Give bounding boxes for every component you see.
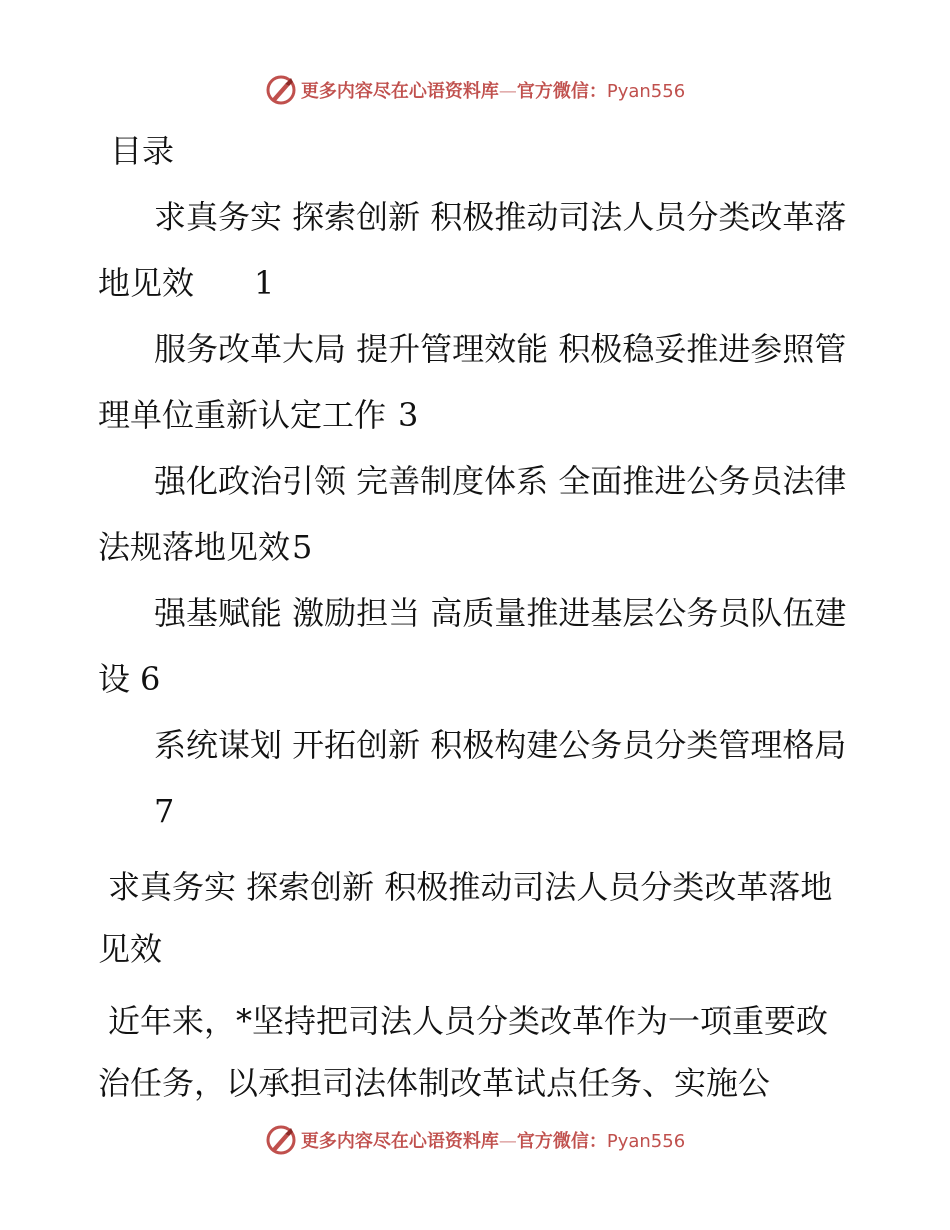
article-paragraph: 近年来，*坚持把司法人员分类改革作为一项重要政治任务，以承担司法体制改革试点任务、实施公 <box>98 1002 829 1102</box>
toc-entry-page: 3 <box>398 396 419 434</box>
toc-heading: 目录 <box>110 132 175 170</box>
toc-entry[interactable] <box>98 184 848 316</box>
document-body <box>98 118 848 1114</box>
footer-watermark <box>0 1120 950 1160</box>
pen-logo-icon <box>265 74 297 106</box>
toc-entry-page: 7 <box>154 792 175 830</box>
toc-entry-title: 强化政治引领 完善制度体系 全面推进公务员法律法规落地见效 <box>98 462 847 566</box>
toc-entry-title: 求真务实 探索创新 积极推动司法人员分类改革落地见效 <box>98 198 847 302</box>
toc-entry[interactable] <box>98 580 848 712</box>
header-watermark <box>0 70 950 110</box>
toc-entry[interactable] <box>98 448 848 580</box>
watermark-text: 更多内容尽在心语资料库—官方微信：Pyan556 <box>300 1131 686 1152</box>
watermark-text: 更多内容尽在心语资料库—官方微信：Pyan556 <box>300 81 686 102</box>
toc-entry-page: 1 <box>254 264 275 302</box>
toc-entry-title: 系统谋划 开拓创新 积极构建公务员分类管理格局 <box>154 726 847 764</box>
toc-entry[interactable] <box>98 712 848 844</box>
toc-entry-title: 服务改革大局 提升管理效能 积极稳妥推进参照管理单位重新认定工作 <box>98 330 847 434</box>
toc-entry-page: 5 <box>292 528 313 566</box>
toc-entry-title: 强基赋能 激励担当 高质量推进基层公务员队伍建设 <box>98 594 847 698</box>
pen-logo-icon <box>265 1124 297 1156</box>
toc-entry[interactable] <box>98 316 848 448</box>
toc-entry-page: 6 <box>140 660 161 698</box>
article-title: 求真务实 探索创新 积极推动司法人员分类改革落地见效 <box>98 868 833 968</box>
